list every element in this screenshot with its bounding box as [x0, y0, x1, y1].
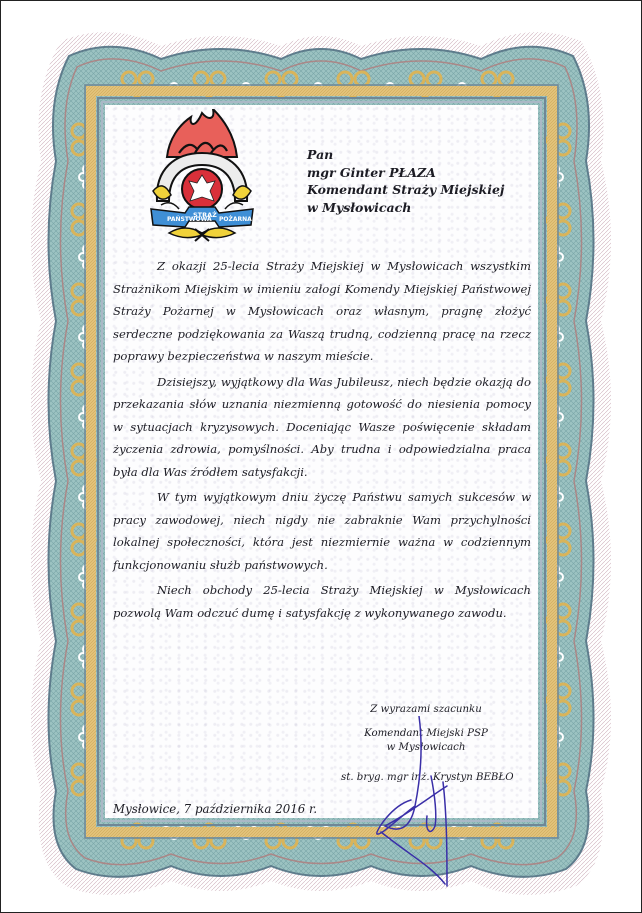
- letter-body: [113, 255, 531, 627]
- body-paragraph: Dzisiejszy, wyjątkowy dla Was Jubileusz, niech będzie okazją do przekazania słów uznania niezmienną gotowość do niesienia pomocy w sytuacjach kryzysowych. Doceniając Wasze poświęcenie składam życzenia zdrowia, pomyślności. Aby trudna i odpowiedzialna praca była dla Was źródłem satysfakcji.: [113, 374, 531, 479]
- body-paragraph: W tym wyjątkowym dniu życzę Państwu samych sukcesów w pracy zawodowej, niech nigdy nie zabraknie Wam przychylności lokalnej społeczności, która jest niezmiernie ważna w codziennym funkcjonowaniu służb państwowych.: [113, 490, 531, 572]
- addressee-line: Komendant Straży Miejskiej: [307, 182, 505, 197]
- psp-emblem-logo: [149, 109, 255, 243]
- closing-title-line1: Komendant Miejski PSP: [364, 728, 488, 739]
- emblem-banner-left: PAŃSTWOWA: [167, 216, 212, 223]
- addressee-line: w Mysłowicach: [307, 199, 412, 215]
- addressee-block: [307, 146, 504, 216]
- addressee-line: mgr Ginter PŁAZA: [307, 164, 436, 180]
- emblem-banner-center: STRAŻ: [193, 211, 217, 219]
- body-paragraph: Niech obchody 25-lecia Straży Miejskiej w Mysłowicach pozwolą Wam odczuć dumę i satysfakcję z wykonywanego zawodu.: [113, 583, 531, 620]
- closing-greeting: Z wyrazami szacunku: [370, 704, 482, 715]
- closing-block: [341, 703, 514, 785]
- addressee-line: Pan: [307, 147, 334, 162]
- body-paragraph: Z okazji 25-lecia Straży Miejskiej w Mysłowicach wszystkim Strażnikom Miejskim w imieniu załogi Komendy Miejskiej Państwowej Straży Pożarnej w Mysłowicach oraz własnym, pragnę złożyć serdeczne podziękowania za Waszą trudną, codzienną pracę na rzecz poprawy bezpieczeństwa w naszym mieście.: [113, 259, 531, 363]
- emblem-banner-right: POŻARNA: [219, 216, 252, 223]
- closing-title-line2: w Mysłowicach: [386, 742, 466, 753]
- signatory-name: st. bryg. mgr inż. Krystyn BEBŁO: [341, 772, 514, 783]
- place-and-date: Mysłowice, 7 października 2016 r.: [113, 802, 318, 816]
